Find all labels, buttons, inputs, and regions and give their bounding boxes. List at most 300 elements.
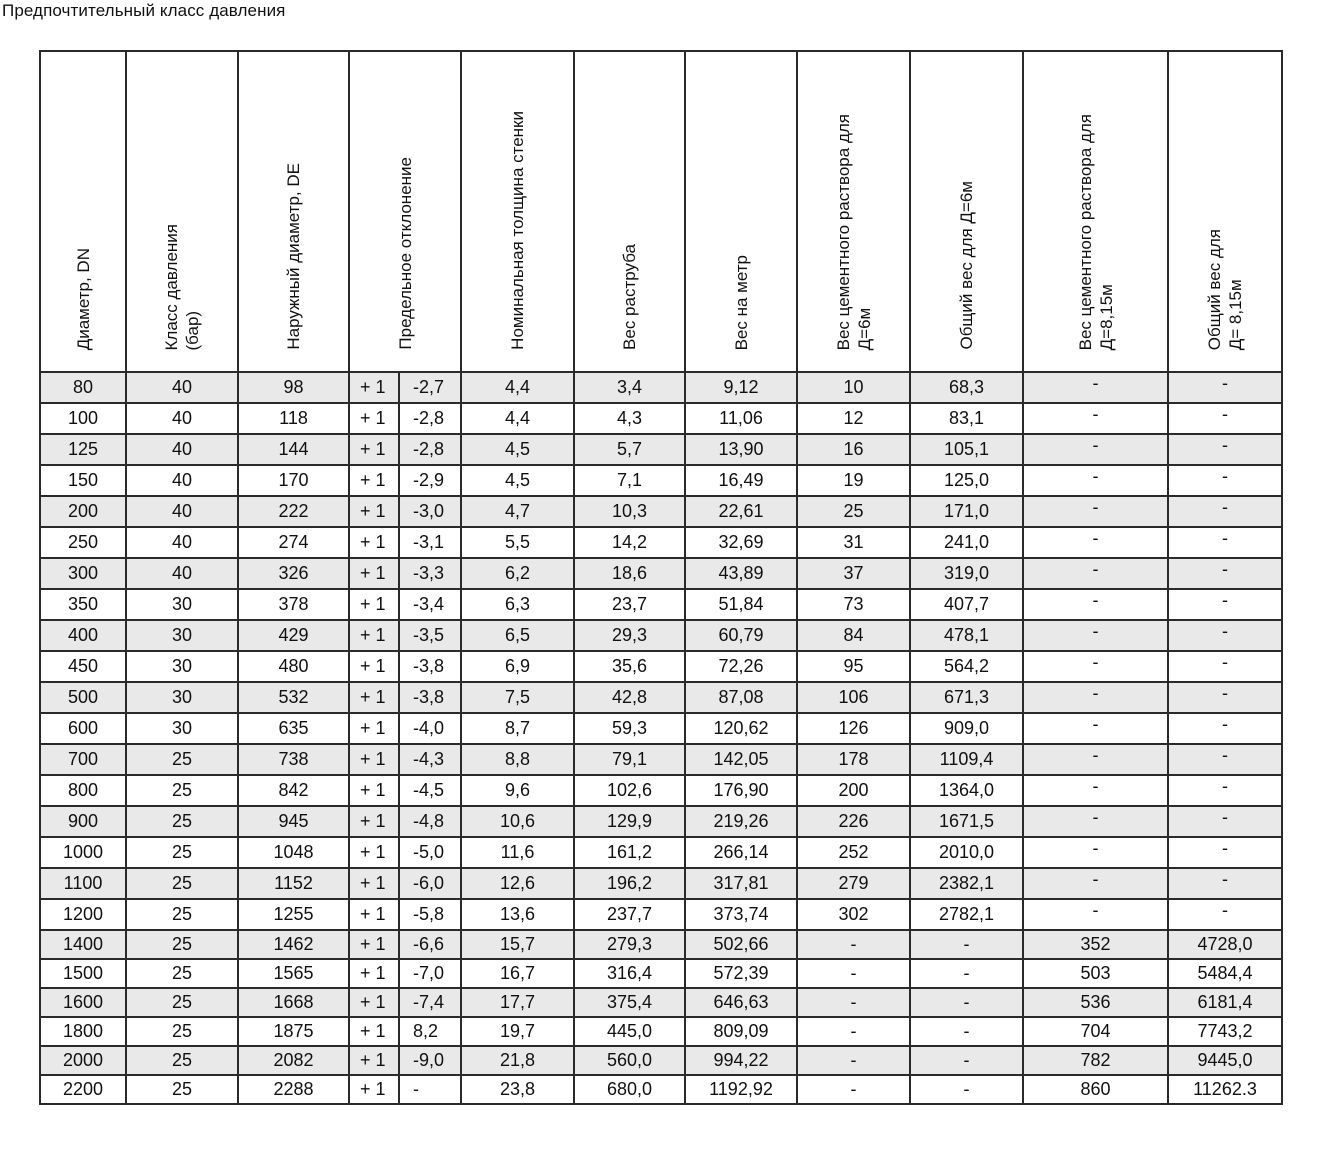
cell-pressure-class: 25 — [126, 988, 238, 1017]
cell-total-weight-8-15m: - — [1168, 837, 1282, 868]
cell-total-weight-8-15m: 11262.3 — [1168, 1075, 1282, 1104]
table-row — [40, 589, 1282, 620]
cell-diameter: 500 — [40, 682, 126, 713]
cell-total-weight-8-15m: - — [1168, 527, 1282, 558]
cell-wall-thickness: 11,6 — [461, 837, 574, 868]
cell-weight-per-meter: 317,81 — [685, 868, 797, 899]
header-cement-weight-8-15m: Вес цементного раствора для Д=8,15м — [1023, 51, 1168, 372]
cell-cement-weight-8-15m: 536 — [1023, 988, 1168, 1017]
cell-socket-weight: 35,6 — [574, 651, 685, 682]
cell-tolerance-minus: -4,0 — [399, 713, 461, 744]
cell-tolerance-minus: -7,4 — [399, 988, 461, 1017]
cell-cement-weight-6m: - — [797, 1046, 910, 1075]
cell-tolerance-plus: + 1 — [349, 620, 399, 651]
cell-total-weight-8-15m: - — [1168, 682, 1282, 713]
cell-total-weight-6m: 171,0 — [910, 496, 1023, 527]
cell-cement-weight-8-15m: - — [1023, 744, 1168, 775]
cell-total-weight-6m: 83,1 — [910, 403, 1023, 434]
header-total-weight-8-15m: Общий вес для Д= 8,15м — [1168, 51, 1282, 372]
cell-cement-weight-8-15m: - — [1023, 868, 1168, 899]
cell-cement-weight-6m: 12 — [797, 403, 910, 434]
cell-total-weight-8-15m: - — [1168, 806, 1282, 837]
cell-socket-weight: 161,2 — [574, 837, 685, 868]
cell-total-weight-6m: 319,0 — [910, 558, 1023, 589]
table-row — [40, 837, 1282, 868]
cell-outer-diameter: 1565 — [238, 959, 349, 988]
cell-socket-weight: 23,7 — [574, 589, 685, 620]
cell-cement-weight-6m: - — [797, 1017, 910, 1046]
cell-weight-per-meter: 11,06 — [685, 403, 797, 434]
cell-total-weight-6m: 478,1 — [910, 620, 1023, 651]
cell-socket-weight: 129,9 — [574, 806, 685, 837]
cell-pressure-class: 25 — [126, 1046, 238, 1075]
cell-total-weight-6m: 105,1 — [910, 434, 1023, 465]
cell-tolerance-minus: -3,3 — [399, 558, 461, 589]
cell-cement-weight-6m: - — [797, 1075, 910, 1104]
cell-cement-weight-6m: - — [797, 959, 910, 988]
cell-weight-per-meter: 502,66 — [685, 930, 797, 959]
cell-pressure-class: 40 — [126, 434, 238, 465]
cell-total-weight-8-15m: - — [1168, 899, 1282, 930]
cell-weight-per-meter: 87,08 — [685, 682, 797, 713]
cell-wall-thickness: 15,7 — [461, 930, 574, 959]
cell-total-weight-6m: 564,2 — [910, 651, 1023, 682]
cell-total-weight-8-15m: - — [1168, 868, 1282, 899]
cell-outer-diameter: 1255 — [238, 899, 349, 930]
cell-diameter: 1600 — [40, 988, 126, 1017]
cell-pressure-class: 25 — [126, 959, 238, 988]
cell-tolerance-minus: -4,8 — [399, 806, 461, 837]
cell-socket-weight: 196,2 — [574, 868, 685, 899]
cell-pressure-class: 25 — [126, 806, 238, 837]
cell-weight-per-meter: 51,84 — [685, 589, 797, 620]
cell-socket-weight: 560,0 — [574, 1046, 685, 1075]
cell-weight-per-meter: 373,74 — [685, 899, 797, 930]
cell-weight-per-meter: 43,89 — [685, 558, 797, 589]
cell-cement-weight-6m: 302 — [797, 899, 910, 930]
table-row — [40, 651, 1282, 682]
cell-cement-weight-6m: 126 — [797, 713, 910, 744]
cell-pressure-class: 40 — [126, 527, 238, 558]
cell-tolerance-plus: + 1 — [349, 1046, 399, 1075]
cell-wall-thickness: 7,5 — [461, 682, 574, 713]
cell-socket-weight: 316,4 — [574, 959, 685, 988]
cell-socket-weight: 102,6 — [574, 775, 685, 806]
cell-socket-weight: 79,1 — [574, 744, 685, 775]
cell-total-weight-8-15m: 9445,0 — [1168, 1046, 1282, 1075]
cell-wall-thickness: 6,9 — [461, 651, 574, 682]
cell-weight-per-meter: 142,05 — [685, 744, 797, 775]
cell-tolerance-plus: + 1 — [349, 988, 399, 1017]
cell-wall-thickness: 4,4 — [461, 403, 574, 434]
cell-total-weight-6m: - — [910, 1017, 1023, 1046]
cell-socket-weight: 14,2 — [574, 527, 685, 558]
cell-outer-diameter: 98 — [238, 372, 349, 403]
cell-tolerance-plus: + 1 — [349, 372, 399, 403]
cell-diameter: 200 — [40, 496, 126, 527]
cell-cement-weight-8-15m: 503 — [1023, 959, 1168, 988]
cell-weight-per-meter: 22,61 — [685, 496, 797, 527]
cell-outer-diameter: 2082 — [238, 1046, 349, 1075]
cell-tolerance-plus: + 1 — [349, 651, 399, 682]
cell-cement-weight-8-15m: - — [1023, 899, 1168, 930]
cell-socket-weight: 279,3 — [574, 930, 685, 959]
cell-cement-weight-6m: 31 — [797, 527, 910, 558]
cell-diameter: 1400 — [40, 930, 126, 959]
header-pressure-class: Класс давления (бар) — [126, 51, 238, 372]
cell-socket-weight: 445,0 — [574, 1017, 685, 1046]
cell-total-weight-6m: 1109,4 — [910, 744, 1023, 775]
cell-total-weight-6m: - — [910, 959, 1023, 988]
cell-weight-per-meter: 809,09 — [685, 1017, 797, 1046]
cell-weight-per-meter: 1192,92 — [685, 1075, 797, 1104]
cell-diameter: 900 — [40, 806, 126, 837]
cell-outer-diameter: 118 — [238, 403, 349, 434]
cell-tolerance-minus: -2,8 — [399, 403, 461, 434]
cell-diameter: 2200 — [40, 1075, 126, 1104]
cell-cement-weight-6m: 178 — [797, 744, 910, 775]
cell-cement-weight-6m: 279 — [797, 868, 910, 899]
cell-cement-weight-6m: 106 — [797, 682, 910, 713]
cell-wall-thickness: 23,8 — [461, 1075, 574, 1104]
cell-cement-weight-6m: 84 — [797, 620, 910, 651]
cell-total-weight-8-15m: 5484,4 — [1168, 959, 1282, 988]
cell-tolerance-minus: -3,0 — [399, 496, 461, 527]
cell-cement-weight-6m: - — [797, 930, 910, 959]
cell-diameter: 125 — [40, 434, 126, 465]
cell-total-weight-8-15m: 4728,0 — [1168, 930, 1282, 959]
cell-diameter: 1500 — [40, 959, 126, 988]
table-body — [40, 372, 1282, 1104]
cell-tolerance-plus: + 1 — [349, 959, 399, 988]
cell-diameter: 1200 — [40, 899, 126, 930]
cell-weight-per-meter: 60,79 — [685, 620, 797, 651]
cell-cement-weight-8-15m: - — [1023, 558, 1168, 589]
cell-cement-weight-6m: 252 — [797, 837, 910, 868]
cell-pressure-class: 25 — [126, 744, 238, 775]
table-row — [40, 527, 1282, 558]
table-row — [40, 465, 1282, 496]
cell-diameter: 600 — [40, 713, 126, 744]
cell-cement-weight-6m: 200 — [797, 775, 910, 806]
cell-tolerance-minus: -6,0 — [399, 868, 461, 899]
cell-pressure-class: 25 — [126, 899, 238, 930]
cell-outer-diameter: 2288 — [238, 1075, 349, 1104]
cell-diameter: 250 — [40, 527, 126, 558]
cell-tolerance-plus: + 1 — [349, 589, 399, 620]
cell-cement-weight-8-15m: - — [1023, 465, 1168, 496]
cell-tolerance-minus: -3,8 — [399, 651, 461, 682]
cell-pressure-class: 30 — [126, 620, 238, 651]
cell-pressure-class: 40 — [126, 465, 238, 496]
cell-wall-thickness: 8,7 — [461, 713, 574, 744]
cell-weight-per-meter: 176,90 — [685, 775, 797, 806]
cell-weight-per-meter: 13,90 — [685, 434, 797, 465]
cell-pressure-class: 25 — [126, 1017, 238, 1046]
header-row — [40, 51, 1282, 372]
cell-tolerance-minus: -2,9 — [399, 465, 461, 496]
cell-wall-thickness: 4,5 — [461, 465, 574, 496]
cell-socket-weight: 375,4 — [574, 988, 685, 1017]
cell-cement-weight-8-15m: - — [1023, 434, 1168, 465]
cell-tolerance-plus: + 1 — [349, 558, 399, 589]
cell-weight-per-meter: 994,22 — [685, 1046, 797, 1075]
header-socket-weight: Вес раструба — [574, 51, 685, 372]
header-weight-per-meter: Вес на метр — [685, 51, 797, 372]
table-row — [40, 713, 1282, 744]
cell-total-weight-8-15m: - — [1168, 372, 1282, 403]
cell-socket-weight: 10,3 — [574, 496, 685, 527]
cell-pressure-class: 30 — [126, 651, 238, 682]
cell-diameter: 800 — [40, 775, 126, 806]
cell-tolerance-minus: -6,6 — [399, 930, 461, 959]
table-row — [40, 744, 1282, 775]
table-row — [40, 1075, 1282, 1104]
cell-diameter: 300 — [40, 558, 126, 589]
cell-cement-weight-8-15m: - — [1023, 713, 1168, 744]
cell-cement-weight-8-15m: 782 — [1023, 1046, 1168, 1075]
cell-total-weight-8-15m: - — [1168, 620, 1282, 651]
cell-tolerance-plus: + 1 — [349, 527, 399, 558]
cell-total-weight-6m: 909,0 — [910, 713, 1023, 744]
cell-tolerance-plus: + 1 — [349, 496, 399, 527]
cell-tolerance-minus: -4,3 — [399, 744, 461, 775]
cell-total-weight-8-15m: - — [1168, 496, 1282, 527]
cell-pressure-class: 40 — [126, 558, 238, 589]
cell-tolerance-plus: + 1 — [349, 899, 399, 930]
cell-total-weight-8-15m: - — [1168, 403, 1282, 434]
cell-tolerance-plus: + 1 — [349, 403, 399, 434]
cell-diameter: 1800 — [40, 1017, 126, 1046]
cell-wall-thickness: 6,3 — [461, 589, 574, 620]
cell-pressure-class: 30 — [126, 589, 238, 620]
cell-socket-weight: 5,7 — [574, 434, 685, 465]
cell-total-weight-6m: 671,3 — [910, 682, 1023, 713]
cell-outer-diameter: 144 — [238, 434, 349, 465]
table-row — [40, 496, 1282, 527]
cell-wall-thickness: 21,8 — [461, 1046, 574, 1075]
cell-weight-per-meter: 120,62 — [685, 713, 797, 744]
cell-tolerance-minus: -5,0 — [399, 837, 461, 868]
cell-tolerance-plus: + 1 — [349, 1017, 399, 1046]
header-tolerance: Предельное отклонение — [349, 51, 461, 372]
cell-cement-weight-8-15m: - — [1023, 620, 1168, 651]
cell-tolerance-minus: -5,8 — [399, 899, 461, 930]
cell-wall-thickness: 6,5 — [461, 620, 574, 651]
table-row — [40, 620, 1282, 651]
cell-outer-diameter: 170 — [238, 465, 349, 496]
header-outer-diameter: Наружный диаметр, DE — [238, 51, 349, 372]
table-row — [40, 988, 1282, 1017]
cell-wall-thickness: 12,6 — [461, 868, 574, 899]
cell-tolerance-minus: -7,0 — [399, 959, 461, 988]
cell-socket-weight: 42,8 — [574, 682, 685, 713]
cell-outer-diameter: 480 — [238, 651, 349, 682]
cell-outer-diameter: 222 — [238, 496, 349, 527]
cell-total-weight-6m: 241,0 — [910, 527, 1023, 558]
header-wall-thickness: Номинальная толщина стенки — [461, 51, 574, 372]
table-row — [40, 930, 1282, 959]
cell-pressure-class: 40 — [126, 403, 238, 434]
cell-total-weight-8-15m: - — [1168, 589, 1282, 620]
cell-socket-weight: 7,1 — [574, 465, 685, 496]
header-total-weight-6m: Общий вес для Д=6м — [910, 51, 1023, 372]
cell-wall-thickness: 8,8 — [461, 744, 574, 775]
table-row — [40, 682, 1282, 713]
pressure-class-table — [39, 50, 1283, 1105]
cell-weight-per-meter: 16,49 — [685, 465, 797, 496]
table-row — [40, 775, 1282, 806]
cell-pressure-class: 30 — [126, 682, 238, 713]
cell-cement-weight-8-15m: - — [1023, 651, 1168, 682]
cell-cement-weight-6m: 10 — [797, 372, 910, 403]
cell-diameter: 450 — [40, 651, 126, 682]
cell-cement-weight-6m: 25 — [797, 496, 910, 527]
header-diameter: Диаметр, DN — [40, 51, 126, 372]
cell-total-weight-8-15m: 7743,2 — [1168, 1017, 1282, 1046]
cell-diameter: 700 — [40, 744, 126, 775]
cell-tolerance-plus: + 1 — [349, 868, 399, 899]
cell-weight-per-meter: 9,12 — [685, 372, 797, 403]
cell-tolerance-minus: -9,0 — [399, 1046, 461, 1075]
cell-outer-diameter: 635 — [238, 713, 349, 744]
cell-weight-per-meter: 266,14 — [685, 837, 797, 868]
cell-cement-weight-8-15m: - — [1023, 403, 1168, 434]
cell-total-weight-6m: 2010,0 — [910, 837, 1023, 868]
cell-cement-weight-8-15m: - — [1023, 682, 1168, 713]
cell-cement-weight-8-15m: 352 — [1023, 930, 1168, 959]
cell-tolerance-plus: + 1 — [349, 744, 399, 775]
cell-outer-diameter: 326 — [238, 558, 349, 589]
cell-total-weight-6m: 2382,1 — [910, 868, 1023, 899]
cell-tolerance-plus: + 1 — [349, 465, 399, 496]
cell-total-weight-8-15m: - — [1168, 713, 1282, 744]
cell-pressure-class: 40 — [126, 372, 238, 403]
cell-pressure-class: 25 — [126, 930, 238, 959]
cell-weight-per-meter: 646,63 — [685, 988, 797, 1017]
table-row — [40, 558, 1282, 589]
cell-cement-weight-6m: 73 — [797, 589, 910, 620]
cell-total-weight-8-15m: - — [1168, 465, 1282, 496]
cell-total-weight-8-15m: - — [1168, 558, 1282, 589]
cell-wall-thickness: 6,2 — [461, 558, 574, 589]
cell-outer-diameter: 274 — [238, 527, 349, 558]
cell-socket-weight: 29,3 — [574, 620, 685, 651]
cell-cement-weight-6m: 226 — [797, 806, 910, 837]
cell-cement-weight-6m: 19 — [797, 465, 910, 496]
cell-tolerance-plus: + 1 — [349, 930, 399, 959]
cell-tolerance-minus: -2,7 — [399, 372, 461, 403]
cell-cement-weight-6m: 95 — [797, 651, 910, 682]
cell-pressure-class: 25 — [126, 868, 238, 899]
cell-socket-weight: 4,3 — [574, 403, 685, 434]
cell-tolerance-plus: + 1 — [349, 434, 399, 465]
cell-tolerance-plus: + 1 — [349, 1075, 399, 1104]
cell-pressure-class: 30 — [126, 713, 238, 744]
table-row — [40, 434, 1282, 465]
table-row — [40, 868, 1282, 899]
cell-total-weight-6m: 1364,0 — [910, 775, 1023, 806]
cell-socket-weight: 18,6 — [574, 558, 685, 589]
cell-wall-thickness: 10,6 — [461, 806, 574, 837]
cell-pressure-class: 25 — [126, 837, 238, 868]
cell-cement-weight-8-15m: - — [1023, 837, 1168, 868]
cell-outer-diameter: 1668 — [238, 988, 349, 1017]
cell-wall-thickness: 13,6 — [461, 899, 574, 930]
table-row — [40, 899, 1282, 930]
cell-tolerance-plus: + 1 — [349, 806, 399, 837]
cell-cement-weight-6m: 37 — [797, 558, 910, 589]
cell-total-weight-8-15m: - — [1168, 744, 1282, 775]
cell-cement-weight-8-15m: - — [1023, 372, 1168, 403]
cell-wall-thickness: 4,7 — [461, 496, 574, 527]
cell-outer-diameter: 842 — [238, 775, 349, 806]
cell-outer-diameter: 945 — [238, 806, 349, 837]
cell-cement-weight-8-15m: - — [1023, 496, 1168, 527]
cell-total-weight-6m: - — [910, 1075, 1023, 1104]
cell-tolerance-minus: -3,8 — [399, 682, 461, 713]
cell-pressure-class: 40 — [126, 496, 238, 527]
cell-cement-weight-8-15m: - — [1023, 775, 1168, 806]
cell-total-weight-6m: - — [910, 930, 1023, 959]
cell-total-weight-8-15m: 6181,4 — [1168, 988, 1282, 1017]
header-cement-weight-6m: Вес цементного раствора для Д=6м — [797, 51, 910, 372]
cell-cement-weight-8-15m: - — [1023, 806, 1168, 837]
cell-tolerance-minus: -3,5 — [399, 620, 461, 651]
cell-cement-weight-8-15m: 704 — [1023, 1017, 1168, 1046]
cell-socket-weight: 237,7 — [574, 899, 685, 930]
cell-outer-diameter: 738 — [238, 744, 349, 775]
cell-diameter: 2000 — [40, 1046, 126, 1075]
cell-total-weight-6m: - — [910, 988, 1023, 1017]
cell-tolerance-minus: -3,1 — [399, 527, 461, 558]
cell-total-weight-8-15m: - — [1168, 651, 1282, 682]
cell-total-weight-6m: 125,0 — [910, 465, 1023, 496]
cell-outer-diameter: 429 — [238, 620, 349, 651]
table-row — [40, 1017, 1282, 1046]
cell-weight-per-meter: 32,69 — [685, 527, 797, 558]
cell-socket-weight: 680,0 — [574, 1075, 685, 1104]
cell-cement-weight-8-15m: - — [1023, 527, 1168, 558]
cell-outer-diameter: 1462 — [238, 930, 349, 959]
cell-total-weight-8-15m: - — [1168, 434, 1282, 465]
cell-cement-weight-6m: 16 — [797, 434, 910, 465]
table-row — [40, 372, 1282, 403]
cell-outer-diameter: 1875 — [238, 1017, 349, 1046]
cell-tolerance-plus: + 1 — [349, 837, 399, 868]
cell-diameter: 80 — [40, 372, 126, 403]
cell-tolerance-plus: + 1 — [349, 775, 399, 806]
cell-tolerance-minus: -4,5 — [399, 775, 461, 806]
cell-diameter: 1000 — [40, 837, 126, 868]
cell-tolerance-minus: - — [399, 1075, 461, 1104]
cell-total-weight-6m: 407,7 — [910, 589, 1023, 620]
cell-pressure-class: 25 — [126, 1075, 238, 1104]
cell-tolerance-plus: + 1 — [349, 682, 399, 713]
cell-outer-diameter: 1152 — [238, 868, 349, 899]
cell-diameter: 350 — [40, 589, 126, 620]
cell-wall-thickness: 4,5 — [461, 434, 574, 465]
cell-weight-per-meter: 219,26 — [685, 806, 797, 837]
cell-outer-diameter: 378 — [238, 589, 349, 620]
cell-wall-thickness: 4,4 — [461, 372, 574, 403]
cell-total-weight-6m: 1671,5 — [910, 806, 1023, 837]
cell-diameter: 400 — [40, 620, 126, 651]
cell-tolerance-plus: + 1 — [349, 713, 399, 744]
cell-total-weight-6m: 68,3 — [910, 372, 1023, 403]
cell-weight-per-meter: 72,26 — [685, 651, 797, 682]
cell-wall-thickness: 16,7 — [461, 959, 574, 988]
